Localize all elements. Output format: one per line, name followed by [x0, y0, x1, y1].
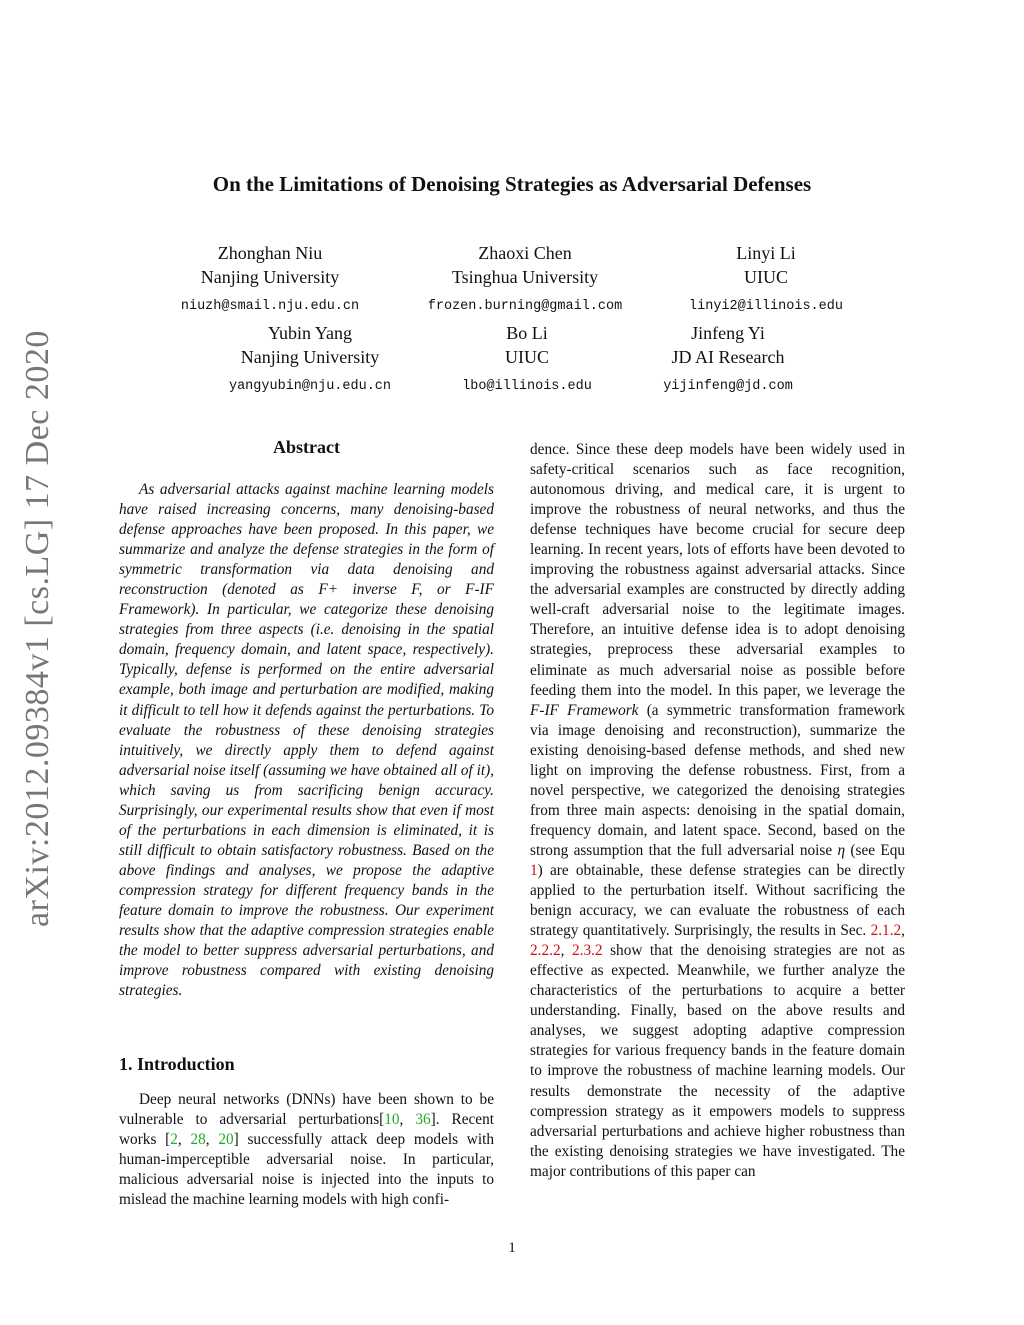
- text-run: show that the denoising strategies are not as effective as expected. Meanwhile, we further analyze the characteristics of the perturbations to acquire a better understanding. Finally, based on the above results and analyses, we suggest adopting adaptive compression strategies for various frequency bands in the feature domain to improve the robustness of machine learning models. Our results demonstrate the necessity of the adaptive compression strategy as it empowers models to suppress adversarial perturbations and achieve higher robustness than the existing denoising strategies we have investigated. The major contributions of this paper can: [530, 942, 906, 1180]
- text-run: ]. Recent works [: [119, 1111, 494, 1149]
- author-affiliation: JD AI Research: [671, 347, 785, 367]
- introduction-paragraph: [119, 1090, 494, 1210]
- citation-link[interactable]: 20: [218, 1131, 234, 1149]
- abstract-heading: Abstract: [273, 437, 340, 457]
- author-name: Jinfeng Yi: [691, 323, 765, 343]
- citation-link[interactable]: 28: [190, 1131, 206, 1149]
- text-run: ) are obtainable, these defense strategies can be directly applied to the perturbation itself. Without sacrificing the benign accuracy, we can evaluate the robustness of each strategy quantitatively. Surprisingly, the results in Sec.: [530, 861, 905, 940]
- author-email[interactable]: yijinfeng@jd.com: [663, 379, 793, 394]
- text-run: dence. Since these deep models have been widely used in safety-critical scenarios such as face recognition, autonomous driving, and medical care, it is urgent to improve the robustness of neural networks, and thus the defense techniques have become crucial for secure deep learning. In recent years, lots of efforts have been devoted to improving the robustness against adversarial attacks. Since the adversarial examples are constructed by directly adding well-craft adversarial noise to the legitimate images. Therefore, an intuitive defense idea is to adopt denoising strategies, preprocess these adversarial examples to eliminate as much adversarial noise as possible before feeding them into the model. In this paper, we leverage the: [530, 441, 905, 699]
- citation-link[interactable]: 10: [384, 1111, 400, 1129]
- author-email[interactable]: niuzh@smail.nju.edu.cn: [180, 299, 360, 314]
- author-affiliation: UIUC: [744, 267, 788, 287]
- author-affiliation: Nanjing University: [200, 267, 340, 287]
- math-symbol-eta: η: [837, 841, 846, 859]
- author-email[interactable]: linyi2@illinois.edu: [689, 299, 843, 314]
- text-run: (see Equ: [845, 841, 906, 859]
- text-run: ] successfully attack deep models with human-imperceptible adversarial noise. In particular, malicious adversarial noise is injected into the inputs to mislead the machine learning models with high confi-: [119, 1131, 494, 1209]
- page-number: 1: [508, 1240, 516, 1256]
- author-name: Bo Li: [506, 323, 548, 343]
- author-name: Zhonghan Niu: [217, 243, 323, 263]
- author-email[interactable]: frozen.burning@gmail.com: [427, 299, 623, 314]
- author-affiliation: Nanjing University: [240, 347, 380, 367]
- text-run: ,: [399, 1111, 416, 1129]
- abstract-text: As adversarial attacks against machine learning models have raised increasing concerns, many denoising-based defense approaches have been proposed. In this paper, we summarize and analyze the defense strategies in the form of symmetric transformation via data denoising and reconstruction (denoted as F+ inverse F, or F-IF Framework). In particular, we categorize these denoising strategies from three aspects (i.e. denoising in the spatial domain, frequency domain, and latent space, respectively). Typically, defense is performed on the entire adversarial example, both image and perturbation are modified, making it difficult to tell how it defends against the perturbations. To evaluate the robustness of these denoising strategies intuitively, we directly apply them to defend against adversarial noise itself (assuming we have obtained all of it), which saving us from sacrificing benign accuracy. Surprisingly, our experimental results show that even if most of the perturbations in each dimension is eliminated, it is still difficult to obtain satisfactory robustness. Based on the above findings and analyses, we propose the adaptive compression strategy for different frequency bands in the feature domain to improve the robustness. Our experiment results show that the adaptive compression strategies enable the model to better suppress adversarial perturbations, and improve robustness compared with existing denoising strategies.: [119, 481, 494, 1000]
- author-block: [616, 241, 916, 319]
- section-ref-link[interactable]: 2.1.2: [870, 922, 902, 940]
- right-column-body: [530, 440, 905, 1182]
- text-run: ,: [901, 922, 905, 940]
- author-email[interactable]: lbo@illinois.edu: [462, 379, 592, 394]
- section-ref-link[interactable]: 2.3.2: [571, 942, 603, 960]
- abstract-body: [119, 480, 494, 1001]
- equation-ref-link[interactable]: 1: [530, 861, 538, 879]
- citation-link[interactable]: 36: [415, 1111, 431, 1129]
- section-heading-introduction: 1. Introduction: [119, 1054, 235, 1074]
- author-name: Zhaoxi Chen: [478, 243, 572, 263]
- introduction-body: [119, 1090, 494, 1210]
- author-name: Yubin Yang: [267, 323, 353, 343]
- citation-link[interactable]: 2: [170, 1131, 178, 1149]
- framework-name: F-IF Framework: [530, 701, 639, 719]
- paper-title: On the Limitations of Denoising Strategies as Adversarial Defenses: [212, 172, 812, 196]
- author-block: [578, 321, 878, 399]
- section-ref-link[interactable]: 2.2.2: [530, 942, 561, 960]
- author-name: Linyi Li: [736, 243, 796, 263]
- author-email[interactable]: yangyubin@nju.edu.cn: [228, 379, 392, 394]
- arxiv-sidebar-stamp: arXiv:2012.09384v1 [cs.LG] 17 Dec 2020: [19, 330, 56, 927]
- author-affiliation: UIUC: [505, 347, 549, 367]
- author-affiliation: Tsinghua University: [451, 267, 599, 287]
- introduction-paragraph-continued: [530, 440, 905, 1182]
- text-run: Deep neural networks (DNNs) have been shown to be vulnerable to adversarial perturbations[: [119, 1091, 494, 1129]
- text-run: ,: [205, 1131, 219, 1149]
- text-run: ,: [560, 942, 572, 960]
- text-run: (a symmetric transformation framework via image denoising and reconstruction), summarize the existing denoising-based defense methods, and shed new light on improving the defense robustness. First, from a novel perspective, we categorized the denoising strategies from three main aspects: denoising in the spatial domain, frequency domain, and latent space. Second, based on the strong assumption that the full adversarial noise: [530, 701, 905, 859]
- text-run: ,: [177, 1131, 191, 1149]
